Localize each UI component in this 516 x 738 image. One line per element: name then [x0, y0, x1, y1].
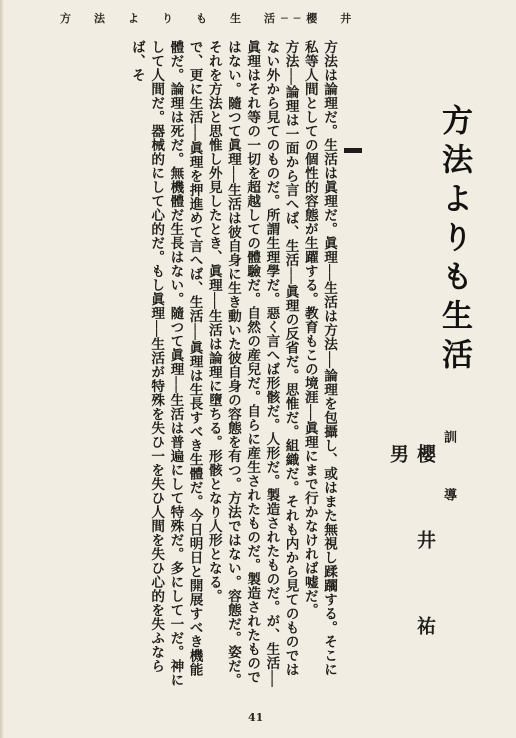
- paragraph: で、更に生活──眞理を押進めて言へば、生活──眞理は生長すべき生體だ。今日明日と開展すべき機能體だ。論理は死だ。無機體だ生長はない。隨つて眞理──生活は普遍にして特殊だ。多にして一だ。神にして人間だ。器械的にして心的だ。もし眞理──生活が特殊を失ひ一を失ひ人間を失ひ心的を失ふならば、そ: [128, 40, 203, 688]
- author-byline: [385, 430, 458, 738]
- paragraph: 方法は論理だ。生活は眞理だ。眞理──生活は方法──論理を包攝し、或はまた無視し蹂躙する。そこに私等人間としての個性的容態が生躍する。教育もこの境涯──眞理にまで行かなければ嘘だ。: [301, 40, 337, 677]
- paragraph: 方法──論理は一面から言へば、生活──眞理の反省だ。思惟だ。組織だ。それも内から見てのものではない外から見てのものだ。所謂生理學だ。惡く言へば形骸だ。人形だ。製造されたものだ。が、生活──眞理はそれ等の一切を超越しての體驗だ。自然の産兒だ。自らに産生されたものだ。製造されたものではない。隨つて眞理──生活は彼自身に生き動いた彼自身の容態を有つ。方法ではない。容態だ。姿だ。それを方法と思惟し外見したとき、眞理──生活は論理に墮ちる。形骸となり人形となる。: [205, 40, 299, 688]
- author-name: 櫻 井 祐 男: [387, 444, 436, 702]
- article-body: [52, 40, 338, 690]
- author-title: 訓 導: [441, 430, 456, 517]
- binding-shadow: [0, 0, 4, 738]
- article-title: 方法よりも生活: [436, 104, 472, 377]
- page-number: 41: [248, 711, 264, 724]
- title-rule: [344, 148, 362, 153]
- running-head: 方 法 よ り も 生 活──櫻 井: [60, 12, 358, 25]
